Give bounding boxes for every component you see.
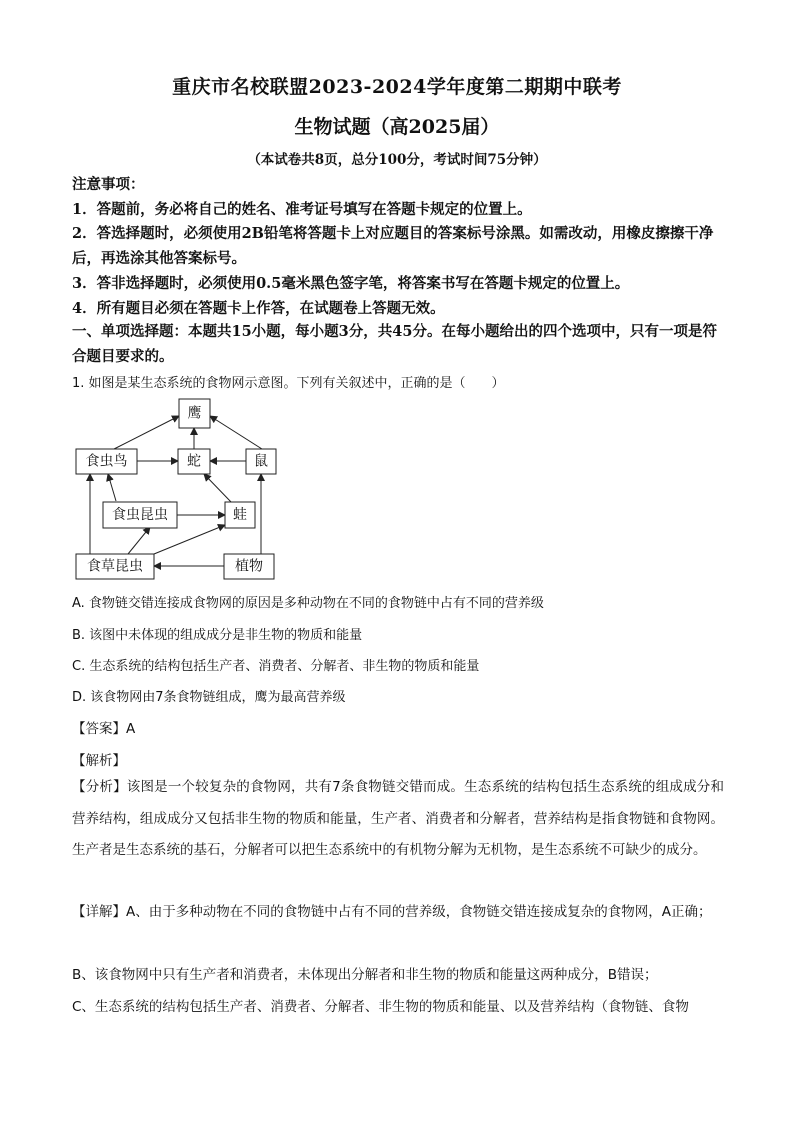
node-insectivorous-bird: 食虫鸟 [85,453,128,470]
node-mouse: 鼠 [254,453,268,470]
notice-item-3: 3．答非选择题时，必须使用0.5毫米黑色签字笔，将答案书写在答题卡规定的位置上。 [72,275,630,292]
arrow-insectivore-to-bird [108,474,116,501]
node-frog: 蛙 [233,507,247,523]
notice-item-4: 4．所有题目必须在答题卡上作答，在试题卷上答题无效。 [72,300,445,317]
node-herbivorous-insect: 食草昆虫 [87,558,143,575]
arrow-frog-to-snake [204,474,232,503]
exam-title: 重庆市名校联盟2023-2024学年度第二期期中联考 [172,76,622,98]
analysis-paragraph: 【分析】该图是一个较复杂的食物网，共有7条食物链交错而成。生态系统的结构包括生态系统的组成成分和营养结构，组成成分又包括非生物的物质和能量，生产者、消费者和分解者，营养结构是指食物链和食物网。生产者是生态系统的基石，分解者可以把生态系统中的有机物分解为无机物，是生态系统不可缺少的成分。 [72,779,724,858]
detail-paragraph-c: C、生态系统的结构包括生产者、消费者、分解者、非生物的物质和能量、以及营养结构（食物链、食物 [72,999,689,1015]
detail-paragraph-b: B、该食物网中只有生产者和消费者，未体现出分解者和非生物的物质和能量这两种成分，B错误； [72,967,658,983]
analysis-label: 【解析】 [72,753,126,769]
detail-paragraph-a: 【详解】A、由于多种动物在不同的食物链中占有不同的营养级，食物链交错连接成复杂的食物网，A正确； [72,904,712,920]
option-a: A. 食物链交错连接成食物网的原因是多种动物在不同的食物链中占有不同的营养级 [72,596,544,611]
node-eagle: 鹰 [187,405,202,422]
food-web-diagram [72,394,292,586]
notice-item-1: 1．答题前，务必将自己的姓名、准考证号填写在答题卡规定的位置上。 [72,201,532,218]
notice-item-2: 2．答选择题时，必须使用2B铅笔将答题卡上对应题目的答案标号涂黑。如需改动，用橡皮擦擦干净后，再选涂其他答案标号。 [72,225,714,267]
node-snake: 蛇 [187,453,201,470]
answer-label: 【答案】A [72,721,136,737]
option-d: D. 该食物网由7条食物链组成，鹰为最高营养级 [72,690,346,705]
node-plant: 植物 [235,558,263,575]
exam-subject-title: 生物试题（高2025届） [294,116,500,138]
node-insectivorous-insect: 食虫昆虫 [112,507,168,523]
exam-info: （本试卷共8页，总分100分，考试时间75分钟） [247,152,547,168]
section-heading: 一、单项选择题：本题共15小题，每小题3分，共45分。在每小题给出的四个选项中，只有一项是符合题目要求的。 [72,323,717,365]
arrow-herbivore-to-frog [154,525,225,554]
arrow-bird-to-eagle [114,416,179,449]
option-b: B. 该图中未体现的组成成分是非生物的物质和能量 [72,628,363,643]
arrow-mouse-to-eagle [210,416,262,449]
option-c: C. 生态系统的结构包括生产者、消费者、分解者、非生物的物质和能量 [72,659,480,674]
arrow-herbivore-to-insectivore [128,527,150,554]
notice-heading: 注意事项： [72,176,145,193]
question-1-stem: 1. 如图是某生态系统的食物网示意图。下列有关叙述中，正确的是（ ） [72,376,505,391]
